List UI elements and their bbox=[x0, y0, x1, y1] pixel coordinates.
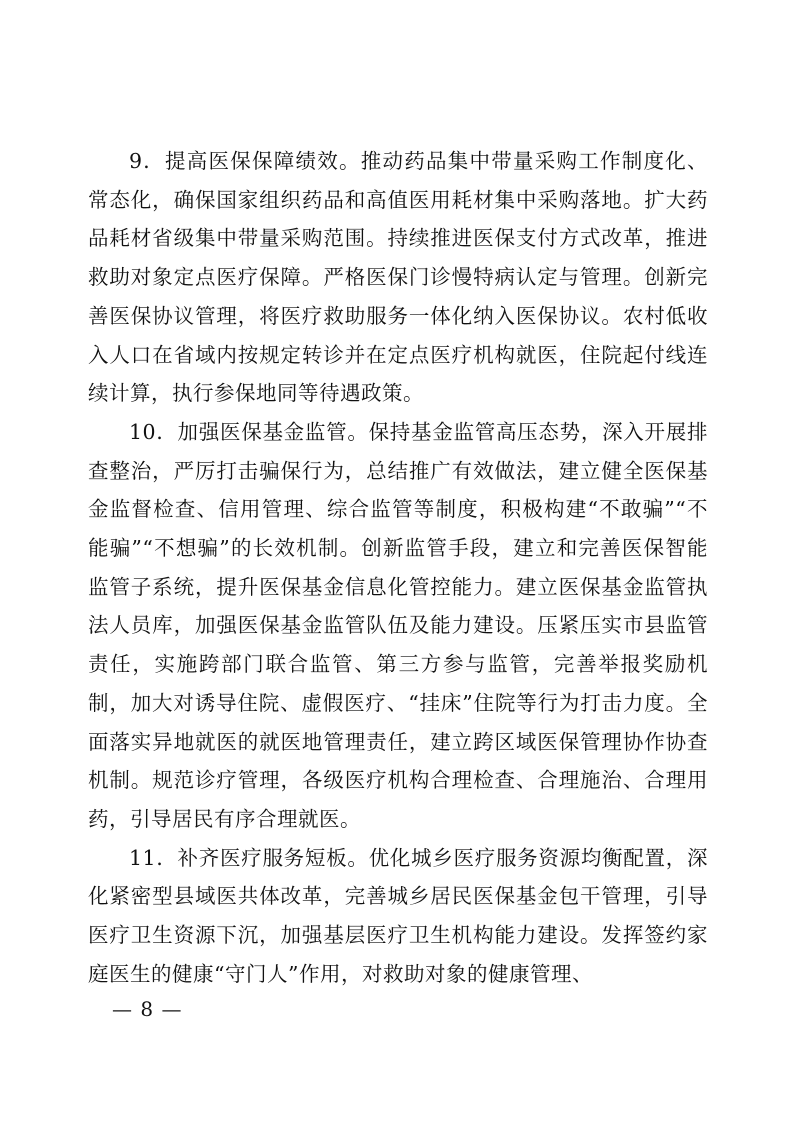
page-number: — 8 — bbox=[112, 997, 183, 1021]
paragraph-9: 9．提高医保保障绩效。推动药品集中带量采购工作制度化、常态化，确保国家组织药品和高值医用耗材集中采购落地。扩大药品耗材省级集中带量采购范围。持续推进医保支付方式改革，推进救助对象定点医疗保障。严格医保门诊慢特病认定与管理。创新完善医保协议管理，将医疗救助服务一体化纳入医保协议。农村低收入人口在省域内按规定转诊并在定点医疗机构就医，住院起付线连续计算，执行参保地同等待遇政策。 bbox=[88, 149, 708, 406]
paragraph-10: 10．加强医保基金监管。保持基金监管高压态势，深入开展排查整治，严厉打击骗保行为，总结推广有效做法，建立健全医保基金监督检查、信用管理、综合监管等制度，积极构建“不敢骗”“不能骗”“不想骗”的长效机制。创新监管手段，建立和完善医保智能监管子系统，提升医保基金信息化管控能力。建立医保基金监管执法人员库，加强医保基金监管队伍及能力建设。压紧压实市县监管责任，实施跨部门联合监管、第三方参与监管，完善举报奖励机制，加大对诱导住院、虚假医疗、“挂床”住院等行为打击力度。全面落实异地就医的就医地管理责任，建立跨区域医保管理协作协查机制。规范诊疗管理，各级医疗机构合理检查、合理施治、合理用药，引导居民有序合理就医。 bbox=[88, 419, 708, 831]
document-body bbox=[88, 142, 708, 993]
paragraph-11: 11．补齐医疗服务短板。优化城乡医疗服务资源均衡配置，深化紧密型县域医共体改革，完善城乡居民医保基金包干管理，引导医疗卫生资源下沉，加强基层医疗卫生机构能力建设。发挥签约家庭医生的健康“守门人”作用，对救助对象的健康管理、 bbox=[88, 845, 708, 986]
